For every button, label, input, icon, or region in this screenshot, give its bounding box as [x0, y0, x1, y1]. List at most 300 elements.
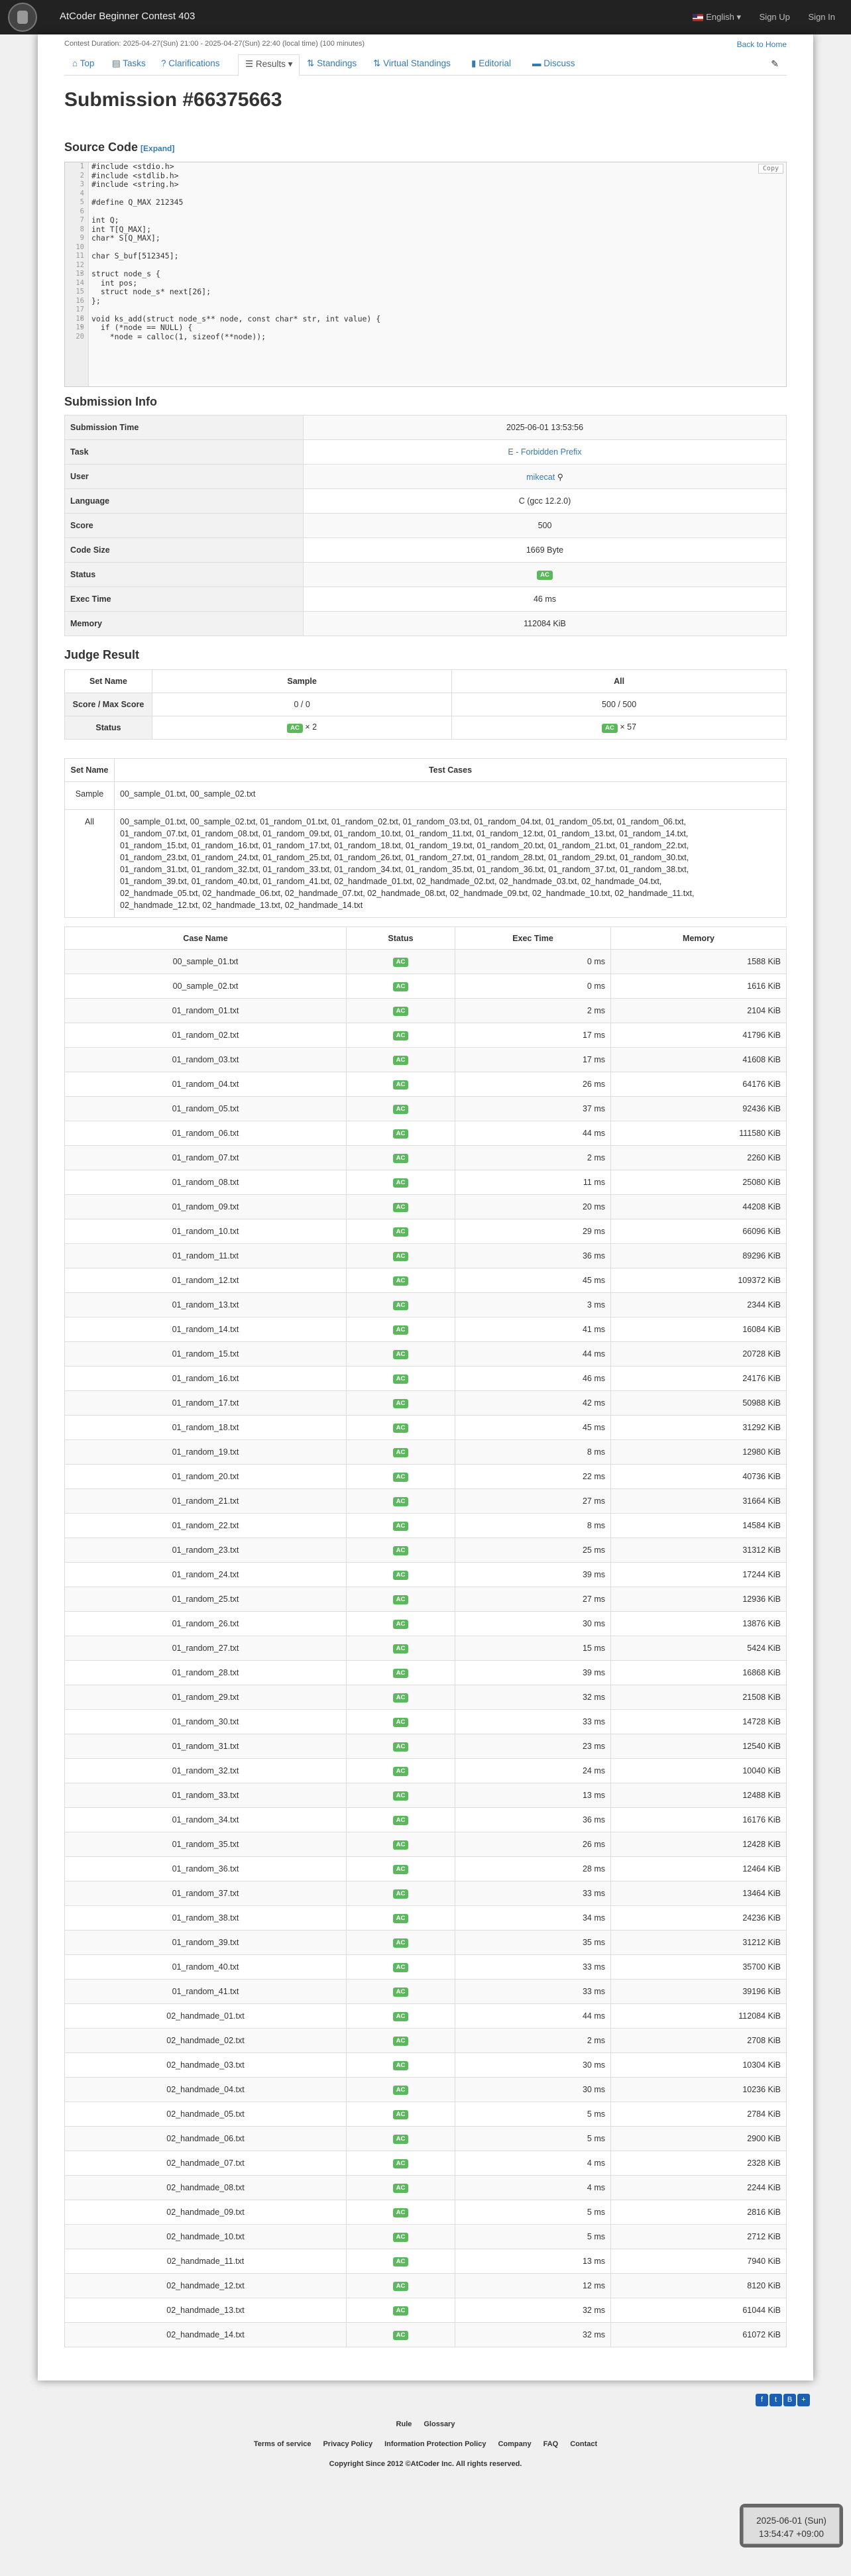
case-exec-time: 11 ms	[455, 1170, 611, 1195]
table-row	[65, 1268, 787, 1293]
tab-discuss[interactable]: ▬ Discuss	[532, 58, 575, 68]
case-status	[347, 1072, 455, 1097]
case-status	[347, 1832, 455, 1857]
line-number: 4	[80, 189, 84, 197]
info-key: User	[65, 465, 304, 489]
info-row	[65, 440, 787, 465]
footer-link-glossary[interactable]: Glossary	[424, 2420, 455, 2428]
info-value	[304, 465, 787, 489]
case-exec-time: 5 ms	[455, 2102, 611, 2127]
case-name: 02_handmade_12.txt	[65, 2274, 347, 2298]
table-row	[65, 1636, 787, 1661]
table-row	[65, 1587, 787, 1612]
case-exec-time: 32 ms	[455, 1685, 611, 1710]
status-badge: AC	[393, 2282, 409, 2291]
tab-tasks[interactable]: ▤ Tasks	[112, 58, 146, 68]
case-exec-time: 25 ms	[455, 1538, 611, 1563]
pin-icon[interactable]: ✎	[771, 58, 779, 69]
test-case-sets-table	[64, 758, 787, 918]
info-key: Memory	[65, 612, 304, 636]
status-badge: AC	[393, 1473, 409, 1482]
line-number: 17	[76, 306, 84, 313]
case-memory: 10236 KiB	[611, 2078, 787, 2102]
case-exec-time: 4 ms	[455, 2176, 611, 2200]
table-row	[65, 1955, 787, 1980]
case-list-line: 02_handmade_12.txt, 02_handmade_13.txt, 02_handmade_14.txt	[120, 901, 363, 910]
tab-clarifications[interactable]: ? Clarifications	[161, 58, 220, 68]
status-badge: AC	[393, 2159, 409, 2168]
sample-score: 0 / 0	[152, 693, 452, 716]
case-list-line: 01_random_23.txt, 01_random_24.txt, 01_random_25.txt, 01_random_26.txt, 01_random_27.txt, 01_random_28.txt, 01_random_29.txt, 01_random_30.txt,	[120, 853, 689, 862]
case-name: 01_random_26.txt	[65, 1612, 347, 1636]
case-name: 01_random_02.txt	[65, 1023, 347, 1048]
case-exec-time: 0 ms	[455, 974, 611, 999]
case-exec-time: 17 ms	[455, 1048, 611, 1072]
case-exec-time: 33 ms	[455, 1955, 611, 1980]
status-badge: AC	[393, 1914, 409, 1923]
code-line	[91, 190, 380, 199]
case-memory: 14584 KiB	[611, 1514, 787, 1538]
user-link[interactable]: mikecat	[526, 472, 555, 482]
memory-header: Memory	[611, 927, 787, 950]
info-key: Code Size	[65, 538, 304, 563]
back-to-home-link[interactable]: Back to Home	[736, 40, 787, 49]
line-number: 20	[76, 332, 84, 341]
status-badge: AC	[602, 724, 618, 733]
info-key: Status	[65, 563, 304, 587]
status-badge: AC	[393, 2233, 409, 2242]
expand-link[interactable]: [Expand]	[141, 144, 175, 153]
tab-virtual-standings[interactable]: ⇅ Virtual Standings	[373, 58, 451, 68]
case-name: 01_random_14.txt	[65, 1317, 347, 1342]
status-badge: AC	[393, 1374, 409, 1384]
code-line: *node = calloc(1, sizeof(**node));	[91, 331, 266, 341]
case-memory: 12936 KiB	[611, 1587, 787, 1612]
table-row	[65, 1685, 787, 1710]
set-all-cases	[115, 810, 787, 918]
code-line: int pos;	[91, 278, 138, 288]
case-name: 01_random_10.txt	[65, 1219, 347, 1244]
line-number: 1	[80, 162, 84, 170]
status-label: Status	[65, 716, 152, 740]
case-exec-time: 13 ms	[455, 1783, 611, 1808]
case-exec-time: 0 ms	[455, 950, 611, 974]
status-badge: AC	[393, 982, 409, 991]
status-badge: AC	[393, 1325, 409, 1335]
table-row	[65, 1293, 787, 1317]
case-name: 02_handmade_14.txt	[65, 2323, 347, 2347]
info-row	[65, 514, 787, 538]
status-badge: AC	[393, 2086, 409, 2095]
case-name: 01_random_40.txt	[65, 1955, 347, 1980]
info-key: Task	[65, 440, 304, 465]
info-text: 500	[538, 521, 552, 530]
case-exec-time: 32 ms	[455, 2323, 611, 2347]
status-badge: AC	[393, 1840, 409, 1850]
code-line: int Q;	[91, 215, 119, 225]
case-memory: 61044 KiB	[611, 2298, 787, 2323]
case-memory: 5424 KiB	[611, 1636, 787, 1661]
status-badge: AC	[393, 2184, 409, 2193]
fixed-clock	[740, 2504, 843, 2548]
status-badge: AC	[393, 1767, 409, 1776]
footer-link-contact[interactable]: Contact	[570, 2440, 598, 2448]
case-status	[347, 1416, 455, 1440]
table-row	[65, 1391, 787, 1416]
case-name: 01_random_18.txt	[65, 1416, 347, 1440]
table-row	[65, 2200, 787, 2225]
all-status: AC × 57	[452, 716, 787, 740]
table-row	[65, 2176, 787, 2200]
info-key: Exec Time	[65, 587, 304, 612]
case-status	[347, 1734, 455, 1759]
case-status	[347, 1710, 455, 1734]
task-link[interactable]: E - Forbidden Prefix	[508, 447, 582, 457]
case-exec-time: 12 ms	[455, 2274, 611, 2298]
line-number: 5	[80, 198, 84, 206]
table-row	[65, 1121, 787, 1146]
case-memory: 16868 KiB	[611, 1661, 787, 1685]
case-memory: 7940 KiB	[611, 2249, 787, 2274]
case-status	[347, 2102, 455, 2127]
case-memory: 44208 KiB	[611, 1195, 787, 1219]
code-line: struct node_s* next[26];	[91, 287, 211, 296]
source-code-editor[interactable]	[64, 162, 787, 387]
case-status	[347, 1023, 455, 1048]
info-text: 112084 KiB	[524, 619, 566, 628]
case-name: 01_random_15.txt	[65, 1342, 347, 1367]
info-text: 46 ms	[533, 594, 557, 604]
case-memory: 31664 KiB	[611, 1489, 787, 1514]
case-exec-time: 45 ms	[455, 1268, 611, 1293]
table-row	[65, 1465, 787, 1489]
case-name: 01_random_12.txt	[65, 1268, 347, 1293]
table-row	[65, 1661, 787, 1685]
case-status	[347, 1514, 455, 1538]
status-badge: AC	[393, 1154, 409, 1163]
case-name: 01_random_22.txt	[65, 1514, 347, 1538]
case-name: 01_random_01.txt	[65, 999, 347, 1023]
code-line: #include <stdio.h>	[91, 162, 174, 171]
case-status	[347, 1783, 455, 1808]
case-exec-time: 33 ms	[455, 1881, 611, 1906]
case-memory: 21508 KiB	[611, 1685, 787, 1710]
sign-in-link[interactable]: Sign In	[808, 12, 835, 22]
case-name: 01_random_35.txt	[65, 1832, 347, 1857]
case-memory: 12464 KiB	[611, 1857, 787, 1881]
info-value	[304, 538, 787, 563]
footer-link-terms[interactable]: Terms of service	[253, 2440, 312, 2448]
info-value	[304, 440, 787, 465]
top-navbar	[0, 0, 851, 34]
case-exec-time: 8 ms	[455, 1514, 611, 1538]
case-name: 02_handmade_01.txt	[65, 2004, 347, 2029]
case-status	[347, 2274, 455, 2298]
case-memory: 112084 KiB	[611, 2004, 787, 2029]
set-sample-name: Sample	[65, 782, 115, 810]
table-row	[65, 950, 787, 974]
case-name: 01_random_07.txt	[65, 1146, 347, 1170]
case-memory: 41608 KiB	[611, 1048, 787, 1072]
table-row	[65, 1072, 787, 1097]
case-memory: 12540 KiB	[611, 1734, 787, 1759]
case-memory: 13464 KiB	[611, 1881, 787, 1906]
case-status	[347, 2029, 455, 2053]
footer-link-rule[interactable]: Rule	[396, 2420, 412, 2428]
info-row	[65, 612, 787, 636]
case-exec-time: 2 ms	[455, 999, 611, 1023]
status-badge: AC	[393, 2135, 409, 2144]
case-status	[347, 1293, 455, 1317]
case-status	[347, 1121, 455, 1146]
case-exec-time: 44 ms	[455, 1121, 611, 1146]
case-memory: 31212 KiB	[611, 1931, 787, 1955]
tab-standings[interactable]: ⇅ Standings	[307, 58, 357, 68]
case-memory: 61072 KiB	[611, 2323, 787, 2347]
tab-top[interactable]: ⌂ Top	[72, 58, 95, 68]
status-badge: AC	[393, 1056, 409, 1065]
footer-link-company[interactable]: Company	[498, 2440, 532, 2448]
facebook-icon[interactable]: f	[756, 2394, 768, 2406]
case-memory: 111580 KiB	[611, 1121, 787, 1146]
line-number: ▾ 18	[65, 315, 88, 324]
case-memory: 2712 KiB	[611, 2225, 787, 2249]
case-status	[347, 1661, 455, 1685]
case-status	[347, 1367, 455, 1391]
info-row	[65, 416, 787, 440]
line-number: 8	[80, 225, 84, 233]
case-memory: 13876 KiB	[611, 1612, 787, 1636]
case-status	[347, 1391, 455, 1416]
line-number: 16	[76, 296, 84, 305]
case-name: 02_handmade_08.txt	[65, 2176, 347, 2200]
code-line: if (*node == NULL) {	[91, 323, 193, 332]
status-badge: AC	[393, 2306, 409, 2316]
case-status	[347, 1587, 455, 1612]
case-status	[347, 1980, 455, 2004]
status-badge: AC	[393, 1889, 409, 1899]
case-status	[347, 1097, 455, 1121]
case-exec-time: 13 ms	[455, 2249, 611, 2274]
test-case-results-table	[64, 926, 787, 2347]
case-name: 01_random_28.txt	[65, 1661, 347, 1685]
case-memory: 25080 KiB	[611, 1170, 787, 1195]
language-dropdown[interactable]: English ▾	[693, 12, 741, 22]
status-badge: AC	[393, 1938, 409, 1948]
case-memory: 16176 KiB	[611, 1808, 787, 1832]
case-memory: 89296 KiB	[611, 1244, 787, 1268]
contest-duration: Contest Duration: 2025-04-27(Sun) 21:00 - 2025-04-27(Sun) 22:40 (local time) (100 minutes)	[64, 40, 365, 48]
status-badge: AC	[393, 1595, 409, 1604]
case-status	[347, 1489, 455, 1514]
case-memory: 92436 KiB	[611, 1097, 787, 1121]
status-badge: AC	[393, 1448, 409, 1457]
share-buttons	[756, 2394, 815, 2410]
footer-link-faq[interactable]: FAQ	[543, 2440, 559, 2448]
info-value	[304, 587, 787, 612]
code-line: #include <stdlib.h>	[91, 170, 179, 180]
tab-editorial[interactable]: ▮ Editorial	[471, 58, 511, 68]
case-exec-time: 23 ms	[455, 1734, 611, 1759]
case-status	[347, 2323, 455, 2347]
set-name-header: Set Name	[65, 759, 115, 782]
line-number: 3	[80, 180, 84, 188]
contest-title-link[interactable]: AtCoder Beginner Contest 403	[60, 11, 196, 22]
case-name: 01_random_39.txt	[65, 1931, 347, 1955]
status-badge: AC	[393, 1571, 409, 1580]
info-value	[304, 514, 787, 538]
table-row	[65, 1219, 787, 1244]
score-label: Score / Max Score	[65, 693, 152, 716]
case-name: 01_random_23.txt	[65, 1538, 347, 1563]
info-key: Submission Time	[65, 416, 304, 440]
case-name: 01_random_36.txt	[65, 1857, 347, 1881]
case-exec-time: 26 ms	[455, 1832, 611, 1857]
case-status	[347, 1170, 455, 1195]
code-line: char* S[Q_MAX];	[91, 233, 160, 243]
code-line	[91, 243, 380, 252]
case-name: 02_handmade_04.txt	[65, 2078, 347, 2102]
case-status	[347, 1612, 455, 1636]
case-status	[347, 999, 455, 1023]
table-row	[65, 1759, 787, 1783]
case-status	[347, 1636, 455, 1661]
table-row	[65, 2274, 787, 2298]
info-row	[65, 489, 787, 514]
case-memory: 2244 KiB	[611, 2176, 787, 2200]
case-exec-time: 37 ms	[455, 1097, 611, 1121]
table-row	[65, 1048, 787, 1072]
line-number: 15	[76, 288, 84, 296]
table-row	[65, 2029, 787, 2053]
case-status	[347, 2225, 455, 2249]
twitter-icon[interactable]: t	[769, 2394, 782, 2406]
case-status	[347, 974, 455, 999]
case-list-line: 01_random_07.txt, 01_random_08.txt, 01_random_09.txt, 01_random_10.txt, 01_random_11.txt, 01_random_12.txt, 01_random_13.txt, 01_random_14.txt,	[120, 829, 689, 838]
footer-link-info-protection[interactable]: Information Protection Policy	[384, 2440, 486, 2448]
case-name: 01_random_04.txt	[65, 1072, 347, 1097]
table-row	[65, 2102, 787, 2127]
case-memory: 12428 KiB	[611, 1832, 787, 1857]
case-memory: 20728 KiB	[611, 1342, 787, 1367]
case-status	[347, 1685, 455, 1710]
case-exec-time: 44 ms	[455, 1342, 611, 1367]
case-name: 02_handmade_05.txt	[65, 2102, 347, 2127]
status-badge: AC	[393, 1693, 409, 1703]
table-row	[65, 974, 787, 999]
case-name: 01_random_34.txt	[65, 1808, 347, 1832]
case-memory: 64176 KiB	[611, 1072, 787, 1097]
status-badge: AC	[393, 1791, 409, 1801]
case-memory: 2816 KiB	[611, 2200, 787, 2225]
table-row	[65, 1612, 787, 1636]
all-score: 500 / 500	[452, 693, 787, 716]
table-row	[65, 1097, 787, 1121]
case-name: 01_random_30.txt	[65, 1710, 347, 1734]
case-memory: 2900 KiB	[611, 2127, 787, 2151]
table-row	[65, 1317, 787, 1342]
case-exec-time: 3 ms	[455, 1293, 611, 1317]
case-status	[347, 1955, 455, 1980]
status-badge: AC	[393, 1620, 409, 1629]
case-status	[347, 2078, 455, 2102]
plus-icon[interactable]: +	[797, 2394, 810, 2406]
case-list-line: 01_random_31.txt, 01_random_32.txt, 01_random_33.txt, 01_random_34.txt, 01_random_35.txt, 01_random_36.txt, 01_random_37.txt, 01_random_38.txt,	[120, 865, 689, 874]
status-badge: AC	[393, 2037, 409, 2046]
case-status	[347, 950, 455, 974]
footer-link-privacy[interactable]: Privacy Policy	[323, 2440, 373, 2448]
info-row	[65, 563, 787, 587]
case-memory: 8120 KiB	[611, 2274, 787, 2298]
sample-status: AC × 2	[152, 716, 452, 740]
search-icon[interactable]: ⚲	[555, 472, 563, 482]
line-number: ▾ 19	[65, 323, 88, 333]
case-exec-time: 22 ms	[455, 1465, 611, 1489]
case-name: 01_random_38.txt	[65, 1906, 347, 1931]
case-memory: 1616 KiB	[611, 974, 787, 999]
status-badge: AC	[393, 1742, 409, 1752]
status-badge: AC	[393, 1350, 409, 1359]
info-key: Language	[65, 489, 304, 514]
case-exec-time: 8 ms	[455, 1440, 611, 1465]
copy-button[interactable]: Copy	[758, 164, 783, 174]
case-status	[347, 2151, 455, 2176]
case-list-line: 02_handmade_05.txt, 02_handmade_06.txt, 02_handmade_07.txt, 02_handmade_08.txt, 02_handmade_09.txt, 02_handmade_10.txt, 02_handmade_11.txt,	[120, 889, 695, 898]
case-name: 01_random_17.txt	[65, 1391, 347, 1416]
code-line: int T[Q_MAX];	[91, 224, 152, 234]
status-badge: AC	[393, 1301, 409, 1310]
case-name: 01_random_20.txt	[65, 1465, 347, 1489]
case-name: 01_random_21.txt	[65, 1489, 347, 1514]
case-status	[347, 2004, 455, 2029]
table-row	[65, 1783, 787, 1808]
case-status	[347, 1808, 455, 1832]
case-name: 01_random_05.txt	[65, 1097, 347, 1121]
table-row	[65, 1195, 787, 1219]
case-exec-time: 28 ms	[455, 1857, 611, 1881]
hatena-icon[interactable]: B	[783, 2394, 796, 2406]
set-all-name: All	[65, 810, 115, 918]
code-line: #include <string.h>	[91, 180, 179, 189]
case-exec-time: 46 ms	[455, 1367, 611, 1391]
case-status	[347, 1881, 455, 1906]
status-badge: AC	[537, 571, 553, 580]
case-memory: 39196 KiB	[611, 1980, 787, 2004]
case-exec-time: 35 ms	[455, 1931, 611, 1955]
table-row	[65, 2053, 787, 2078]
table-row	[65, 1931, 787, 1955]
tab-results[interactable]: ☰ Results ▾	[238, 54, 300, 76]
case-name: 01_random_06.txt	[65, 1121, 347, 1146]
exec-time-header: Exec Time	[455, 927, 611, 950]
case-list-line: 01_random_15.txt, 01_random_16.txt, 01_random_17.txt, 01_random_18.txt, 01_random_19.txt, 01_random_20.txt, 01_random_21.txt, 01_random_22.txt,	[120, 841, 689, 850]
case-memory: 2344 KiB	[611, 1293, 787, 1317]
case-memory: 12488 KiB	[611, 1783, 787, 1808]
info-row	[65, 465, 787, 489]
code-line: struct node_s {	[91, 269, 160, 278]
case-name: 01_random_16.txt	[65, 1367, 347, 1391]
atcoder-logo-icon[interactable]	[8, 3, 37, 32]
info-key: Score	[65, 514, 304, 538]
case-name: 01_random_13.txt	[65, 1293, 347, 1317]
case-name-header: Case Name	[65, 927, 347, 950]
case-exec-time: 30 ms	[455, 2053, 611, 2078]
case-status	[347, 1146, 455, 1170]
case-name: 00_sample_02.txt	[65, 974, 347, 999]
sign-up-link[interactable]: Sign Up	[759, 12, 790, 22]
case-name: 01_random_25.txt	[65, 1587, 347, 1612]
code-line	[91, 261, 380, 270]
